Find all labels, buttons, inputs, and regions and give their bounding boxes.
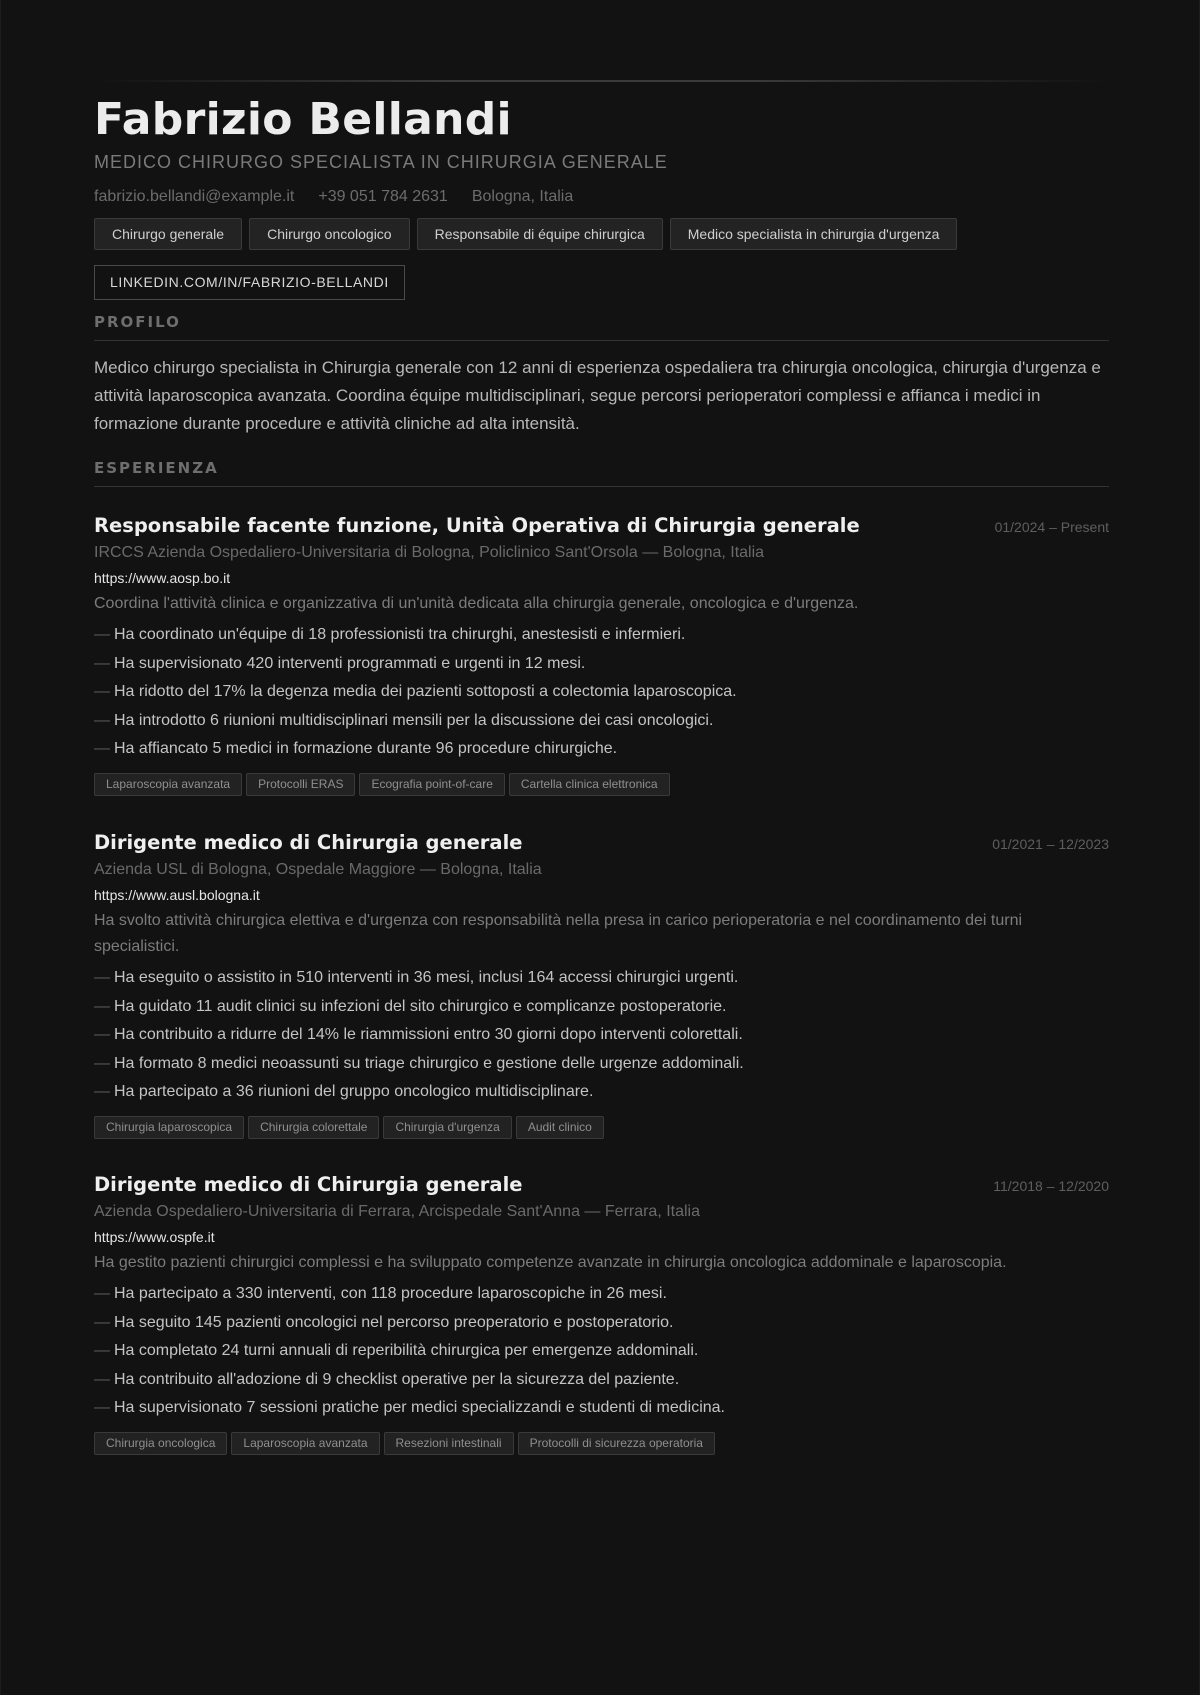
skill-tag: Resezioni intestinali bbox=[384, 1432, 514, 1455]
skill-tags bbox=[94, 1116, 1109, 1139]
achievement-text: Ha guidato 11 audit clinici su infezioni del sito chirurgico e complicanze postoperatorie. bbox=[114, 997, 727, 1015]
job-url-link[interactable]: https://www.aosp.bo.it bbox=[94, 570, 231, 586]
skill-tag: Chirurgia oncologica bbox=[94, 1432, 227, 1455]
achievement-item bbox=[94, 1280, 1109, 1309]
email-link[interactable]: fabrizio.bellandi@example.it bbox=[94, 188, 295, 205]
achievement-item bbox=[94, 1021, 1109, 1050]
experience-heading: ESPERIENZA bbox=[94, 458, 1109, 487]
bullet-dash: — bbox=[94, 1026, 110, 1044]
achievement-item bbox=[94, 1309, 1109, 1338]
role-chip: Chirurgo oncologico bbox=[249, 218, 410, 250]
job-dates: 01/2024 – Present bbox=[994, 519, 1109, 535]
achievement-item bbox=[94, 1366, 1109, 1395]
profile-heading: PROFILO bbox=[94, 312, 1109, 341]
job-title: Dirigente medico di Chirurgia generale bbox=[94, 1172, 523, 1196]
candidate-name: Fabrizio Bellandi bbox=[94, 94, 512, 145]
top-divider bbox=[94, 80, 1109, 82]
job-entry bbox=[94, 829, 1109, 1139]
bullet-dash: — bbox=[94, 626, 110, 643]
achievement-text: Ha completato 24 turni annuali di reperibilità chirurgica per emergenze addominali. bbox=[114, 1342, 699, 1360]
job-header bbox=[94, 829, 1109, 857]
contact-row bbox=[94, 186, 1109, 208]
bullet-dash: — bbox=[94, 1313, 110, 1331]
job-entry bbox=[94, 512, 1109, 796]
job-achievements bbox=[94, 964, 1109, 1107]
bullet-dash: — bbox=[94, 1083, 110, 1101]
achievement-text: Ha seguito 145 pazienti oncologici nel percorso preoperatorio e postoperatorio. bbox=[114, 1313, 674, 1331]
job-organization: Azienda Ospedaliero-Universitaria di Ferrara, Arcispedale Sant'Anna — Ferrara, Italia bbox=[94, 1202, 700, 1220]
skill-tags bbox=[94, 1432, 1109, 1455]
achievement-text: Ha formato 8 medici neoassunti su triage chirurgico e gestione delle urgenze addominali. bbox=[114, 1054, 744, 1072]
job-organization: IRCCS Azienda Ospedaliero-Universitaria di Bologna, Policlinico Sant'Orsola — Bologna, Italia bbox=[94, 544, 765, 561]
bullet-dash: — bbox=[94, 1370, 110, 1388]
achievement-text: Ha affiancato 5 medici in formazione durante 96 procedure chirurgiche. bbox=[114, 740, 618, 758]
skill-tag: Chirurgia laparoscopica bbox=[94, 1116, 244, 1139]
achievement-item bbox=[94, 678, 1109, 707]
bullet-dash: — bbox=[94, 1284, 110, 1302]
achievement-item bbox=[94, 1337, 1109, 1366]
bullet-dash: — bbox=[94, 968, 110, 986]
skill-tag: Protocolli ERAS bbox=[246, 773, 355, 796]
achievement-text: Ha supervisionato 420 interventi programmati e urgenti in 12 mesi. bbox=[114, 654, 586, 672]
bullet-dash: — bbox=[94, 711, 110, 729]
job-achievements bbox=[94, 1280, 1109, 1423]
achievement-text: Ha eseguito o assistito in 510 interventi in 36 mesi, inclusi 164 accessi chirurgici urgenti. bbox=[114, 968, 739, 986]
achievement-item bbox=[94, 650, 1109, 679]
bullet-dash: — bbox=[94, 1399, 110, 1417]
achievement-item bbox=[94, 1050, 1109, 1079]
profile-text: Medico chirurgo specialista in Chirurgia generale con 12 anni di esperienza ospedaliera tra chirurgia oncologica, chirurgia d'urgenza e attività laparoscopica avanzata. Coordina équipe multidisciplinari, segue percorsi perioperatori complessi e affianca i medici in formazione durante procedure e attività cliniche ad alta intensità. bbox=[94, 358, 1101, 433]
achievement-text: Ha introdotto 6 riunioni multidisciplinari mensili per la discussione dei casi oncologici. bbox=[114, 711, 714, 729]
achievement-item bbox=[94, 621, 1109, 650]
achievement-item bbox=[94, 1078, 1109, 1107]
skill-tag: Laparoscopia avanzata bbox=[94, 773, 242, 796]
achievement-item bbox=[94, 735, 1109, 764]
achievement-item bbox=[94, 707, 1109, 736]
skill-tag: Cartella clinica elettronica bbox=[509, 773, 670, 796]
bullet-dash: — bbox=[94, 997, 110, 1015]
role-chip: Responsabile di équipe chirurgica bbox=[417, 218, 663, 250]
skill-tag: Chirurgia d'urgenza bbox=[383, 1116, 511, 1139]
job-achievements bbox=[94, 621, 1109, 764]
achievement-text: Ha coordinato un'équipe di 18 professionisti tra chirurghi, anestesisti e infermieri. bbox=[114, 626, 686, 643]
resume-content bbox=[94, 92, 1109, 1455]
location: Bologna, Italia bbox=[471, 188, 574, 205]
job-description: Coordina l'attività clinica e organizzativa di un'unità dedicata alla chirurgia generale, oncologica e d'urgenza. bbox=[94, 595, 859, 612]
achievement-text: Ha ridotto del 17% la degenza media dei pazienti sottoposti a colectomia laparoscopica. bbox=[114, 683, 737, 701]
skill-tag: Chirurgia colorettale bbox=[248, 1116, 379, 1139]
role-chips bbox=[94, 218, 1109, 250]
achievement-text: Ha contribuito a ridurre del 14% le riammissioni entro 30 giorni dopo interventi colorettali. bbox=[114, 1026, 743, 1044]
job-title: Dirigente medico di Chirurgia generale bbox=[94, 830, 523, 854]
achievement-text: Ha supervisionato 7 sessioni pratiche per medici specializzandi e studenti di medicina. bbox=[114, 1399, 725, 1417]
achievement-item bbox=[94, 1394, 1109, 1423]
job-title: Responsabile facente funzione, Unità Operativa di Chirurgia generale bbox=[94, 514, 860, 537]
job-url-link[interactable]: https://www.ospfe.it bbox=[94, 1228, 215, 1245]
bullet-dash: — bbox=[94, 654, 110, 672]
achievement-text: Ha partecipato a 330 interventi, con 118 procedure laparoscopiche in 26 mesi. bbox=[114, 1284, 667, 1302]
phone-number[interactable]: +39 051 784 2631 bbox=[318, 188, 448, 205]
job-header bbox=[94, 1171, 1109, 1199]
job-dates: 11/2018 – 12/2020 bbox=[993, 1177, 1109, 1194]
job-description: Ha svolto attività chirurgica elettiva e d'urgenza con responsabilità nella presa in carico perioperatoria e nel coordinamento dei turni specialistici. bbox=[94, 911, 1023, 955]
skill-tags bbox=[94, 773, 1109, 796]
bullet-dash: — bbox=[94, 1342, 110, 1360]
achievement-text: Ha contribuito all'adozione di 9 checklist operative per la sicurezza del paziente. bbox=[114, 1370, 680, 1388]
linkedin-link[interactable]: LINKEDIN.COM/IN/FABRIZIO-BELLANDI bbox=[94, 265, 405, 300]
bullet-dash: — bbox=[94, 740, 110, 758]
bullet-dash: — bbox=[94, 1054, 110, 1072]
bullet-dash: — bbox=[94, 683, 110, 701]
achievement-item bbox=[94, 964, 1109, 993]
candidate-title: MEDICO CHIRURGO SPECIALISTA IN CHIRURGIA GENERALE bbox=[94, 152, 668, 172]
job-dates: 01/2021 – 12/2023 bbox=[992, 835, 1109, 852]
skill-tag: Laparoscopia avanzata bbox=[231, 1432, 379, 1455]
achievement-text: Ha partecipato a 36 riunioni del gruppo oncologico multidisciplinare. bbox=[114, 1083, 594, 1101]
role-chip: Medico specialista in chirurgia d'urgenza bbox=[670, 218, 958, 250]
achievement-item bbox=[94, 993, 1109, 1022]
skill-tag: Ecografia point-of-care bbox=[359, 773, 504, 796]
job-header bbox=[94, 512, 1109, 540]
job-url-link[interactable]: https://www.ausl.bologna.it bbox=[94, 886, 260, 903]
job-description: Ha gestito pazienti chirurgici complessi e ha sviluppato competenze avanzate in chirurgia oncologica addominale e laparoscopia. bbox=[94, 1253, 1007, 1271]
job-organization: Azienda USL di Bologna, Ospedale Maggiore — Bologna, Italia bbox=[94, 860, 542, 878]
role-chip: Chirurgo generale bbox=[94, 218, 242, 250]
skill-tag: Audit clinico bbox=[516, 1116, 604, 1139]
job-entry bbox=[94, 1171, 1109, 1455]
skill-tag: Protocolli di sicurezza operatoria bbox=[518, 1432, 715, 1455]
